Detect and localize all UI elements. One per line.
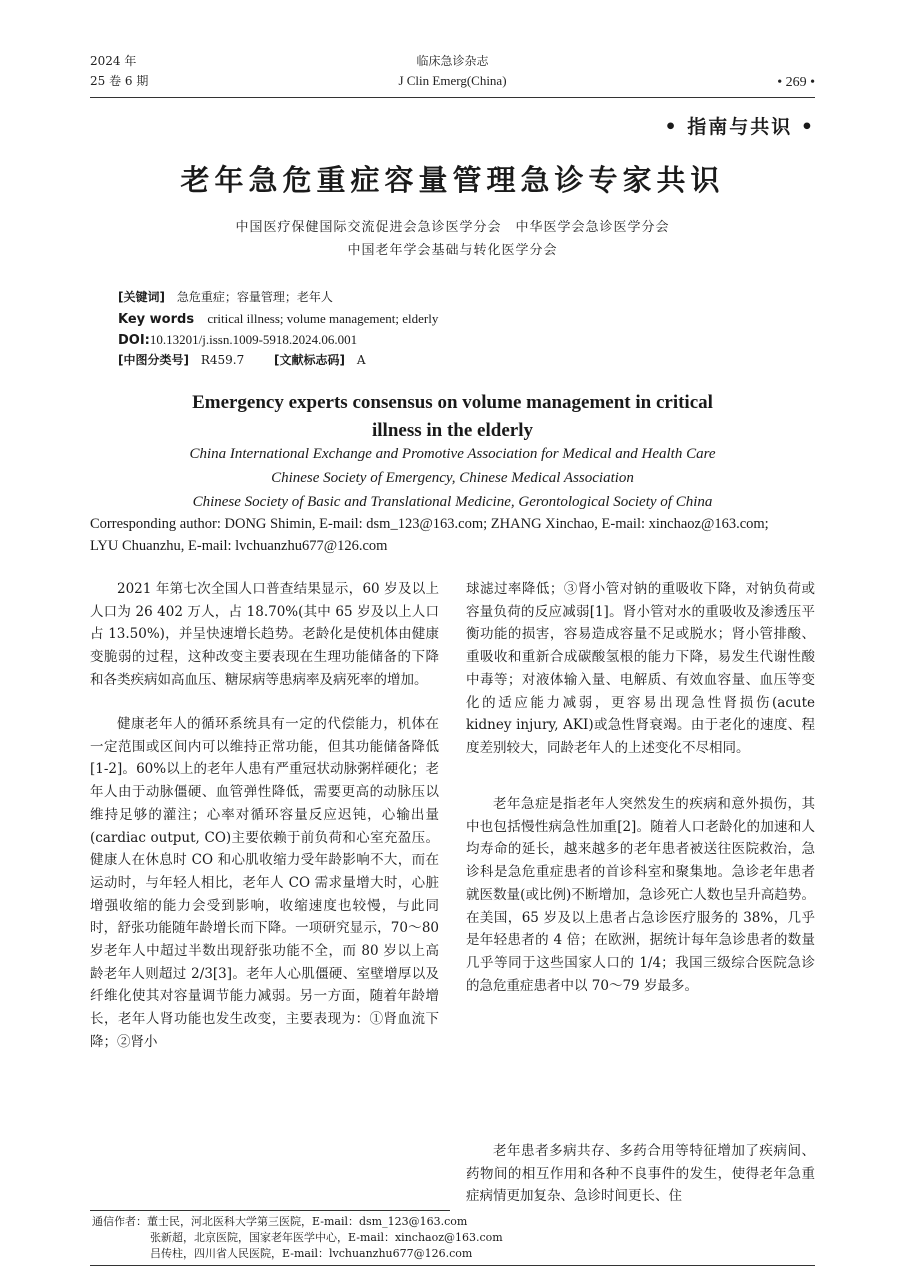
keywords-cn-value: 急危重症；容量管理；老年人 <box>176 290 333 304</box>
article-title-en-line2: illness in the elderly <box>372 420 533 441</box>
doi-value: 10.13201/j.issn.1009-5918.2024.06.001 <box>149 332 358 347</box>
body-right-paragraph-2: 老年急症是指老年人突然发生的疾病和意外损伤，其中也包括慢性病急性加重[2]。随着人口老龄化的加速和人均寿命的延长，越来越多的老年患者被送往医院救治，急诊科是急危重症患者的首诊科室和聚集地。急诊老年患者就医数量(或比例)不断增加，急诊死亡人数也呈升高趋势。在美国，65 岁及以上患者占急诊医疗服务的 38%，几乎是年轻患者的 4 倍；在欧洲，据统计每年急诊患者的数量几乎等同于这些国家人口的 1/4；我国三级综合医院急诊的急危重症患者中以 70～79 岁最多。 <box>466 796 815 994</box>
header-journal-en: J Clin Emerg(China) <box>398 73 507 88</box>
header-page-number: • 269 • <box>777 75 815 90</box>
corresponding-line1: Corresponding author: DONG Shimin, E-mail: dsm_123@163.com; ZHANG Xinchao, E-mail: xinchaoz@163.com; <box>90 516 769 532</box>
org-en-line3: Chinese Society of Basic and Translational Medicine, Gerontological Society of China <box>192 494 713 510</box>
body-left-paragraph-1: 2021 年第七次全国人口普查结果显示，60 岁及以上人口为 26 402 万人，占 18.70%(其中 65 岁及以上人口占 13.50%)，并呈快速增长趋势。老龄化是使机体由健康变脆弱的过程，这种改变主要表现在生理功能储备的下降和各类疾病如高血压、糖尿病等患病率及病死率的增加。 <box>90 581 439 688</box>
article-title-cn: 老年急危重症容量管理急诊专家共识 <box>180 163 725 197</box>
body-right-column <box>466 578 815 783</box>
org-en-line2: Chinese Society of Emergency, Chinese Medical Association <box>271 470 634 486</box>
header-rule <box>90 97 815 98</box>
body-right-column-cont <box>466 793 815 1136</box>
footnote-line1: 通信作者：董士民，河北医科大学第三医院，E-mail：dsm_123@163.com <box>92 1215 468 1228</box>
header-volume-issue: 25 卷 6 期 <box>90 74 149 88</box>
doc-code-label: [文献标志码] <box>274 353 346 367</box>
section-label: • 指南与共识 • <box>664 116 815 138</box>
body-right-paragraph-1: 球滤过率降低；③肾小管对钠的重吸收下降，对钠负荷或容量负荷的反应减弱[1]。肾小管对水的重吸收及渗透压平衡功能的损害，容易造成容量不足或脱水；肾小管排酸、重吸收和重新合成碳酸氢根的能力下降，易发生代谢性酸中毒等；对液体输入量、电解质、有效血容量、血压等变化的适应能力减弱，更容易出现急性肾损伤(acute kidney injury, AKI)或急性肾衰竭。由于老化的速度、程度差别较大，同龄老年人的上述变化不尽相同。 <box>466 581 815 756</box>
footnote-line3: 吕传柱，四川省人民医院，E-mail：lvchuanzhu677@126.com <box>150 1247 473 1260</box>
org-en-line1: China International Exchange and Promotive Association for Medical and Health Care <box>189 446 716 462</box>
body-left-column-cont <box>90 713 439 1203</box>
body-right-paragraph-3: 老年患者多病共存、多药合用等特征增加了疾病间、药物间的相互作用和各种不良事件的发生，使得老年急重症病情更加复杂、急诊时间更长、住 <box>466 1143 815 1205</box>
doi-label: DOI: <box>118 333 150 348</box>
keywords-en-label: Key words <box>118 312 195 327</box>
keywords-cn <box>118 287 818 308</box>
doi <box>118 329 818 351</box>
footnote-rule <box>90 1210 450 1211</box>
citation-rule <box>90 1265 815 1266</box>
keywords-en-value: critical illness; volume management; elderly <box>207 311 439 326</box>
authors-cn-line1: 中国医疗保健国际交流促进会急诊医学分会 中华医学会急诊医学分会 <box>235 220 670 235</box>
doc-code-value: A <box>356 353 366 367</box>
keywords-cn-label: [关键词] <box>118 290 165 304</box>
body-left-column <box>90 578 439 700</box>
classification <box>118 350 818 371</box>
header-journal-cn: 临床急诊杂志 <box>416 54 489 68</box>
footnote-line2: 张新超，北京医院，国家老年医学中心，E-mail：xinchaoz@163.com <box>150 1231 503 1244</box>
authors-cn-line2: 中国老年学会基础与转化医学分会 <box>347 243 558 258</box>
body-left-paragraph-2: 健康老年人的循环系统具有一定的代偿能力，机体在一定范围或区间内可以维持正常功能，但其功能储备降低[1-2]。60%以上的老年人患有严重冠状动脉粥样硬化；老年人由于动脉僵硬、血管弹性降低，需要更高的动脉压以维持足够的灌注；心率对循环容量反应迟钝，心输出量(cardiac output, CO)主要依赖于前负荷和心室充盈压。健康人在休息时 CO 和心肌收缩力受年龄影响不大，而在运动时，与年轻人相比，老年人 CO 需求量增大时，心脏增强收缩的能力会受到影响，收缩速度也较慢，与此同时，舒张功能随年龄增长而下降。一项研究显示，70～80 岁老年人中超过半数出现舒张功能不全，而 80 岁以上高龄老年人则超过 2/3[3]。老年人心肌僵硬、室壁增厚以及纤维化使其对容量调节能力减弱。另一方面，随着年龄增长，老年人肾功能也发生改变，主要表现为：①肾血流下降；②肾小 <box>90 716 439 1050</box>
body-right-column-end <box>466 1140 815 1208</box>
corresponding-line2: LYU Chuanzhu, E-mail: lvchuanzhu677@126.com <box>90 538 388 554</box>
header-year: 2024 年 <box>90 54 137 68</box>
article-title-en-line1: Emergency experts consensus on volume management in critical <box>192 392 713 413</box>
clc-value: R459.7 <box>200 353 245 367</box>
keywords-en <box>118 308 818 330</box>
clc-label: [中图分类号] <box>118 353 189 367</box>
